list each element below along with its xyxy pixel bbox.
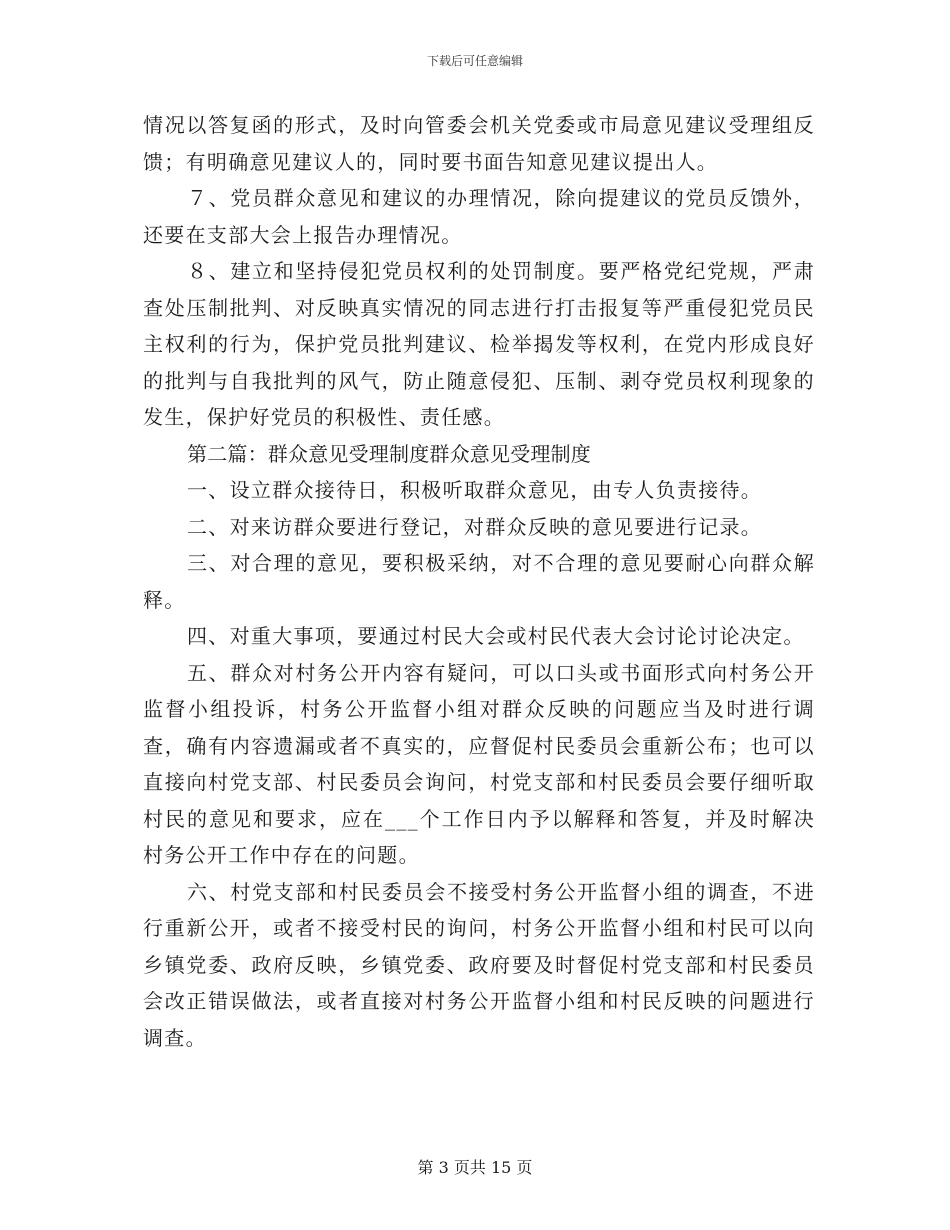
page-header-note: 下载后可任意编辑	[426, 54, 523, 68]
paragraph-item-3: 三、对合理的意见，要积极采纳，对不合理的意见要耐心向群众解释。	[143, 551, 815, 612]
document-body	[143, 107, 815, 1056]
paragraph-item-8: ８、建立和坚持侵犯党员权利的处罚制度。要严格党纪党规，严肃查处压制批判、对反映真实情况的同志进行打击报复等严重侵犯党员民主权利的行为，保护党员批判建议、检举揭发等权利，在党内形成良好的批判与自我批判的风气，防止随意侵犯、压制、剥夺党员权利现象的发生，保护好党员的积极性、责任感。	[143, 259, 815, 429]
paragraph-item-2: 二、对来访群众要进行登记，对群众反映的意见要进行记录。	[187, 514, 763, 539]
paragraph-item-6: 六、村党支部和村民委员会不接受村务公开监督小组的调查，不进行重新公开，或者不接受村民的询问，村务公开监督小组和村民可以向乡镇党委、政府反映，乡镇党委、政府要及时督促村党支部和村民委员会改正错误做法，或者直接对村务公开监督小组和村民反映的问题进行调查。	[143, 879, 815, 1050]
paragraph-item-1: 一、设立群众接待日，积极听取群众意见，由专人负责接待。	[187, 478, 763, 502]
section-title: 第二篇：群众意见受理制度群众意见受理制度	[187, 441, 591, 466]
paragraph-item-4: 四、对重大事项，要通过村民大会或村民代表大会讨论讨论决定。	[187, 624, 805, 648]
paragraph-item-5: 五、群众对村务公开内容有疑问，可以口头或书面形式向村务公开监督小组投诉，村务公开监督小组对群众反映的问题应当及时进行调查，确有内容遗漏或者不真实的，应督促村民委员会重新公布；也可以直接向村党支部、村民委员会询问，村党支部和村民委员会要仔细听取村民的意见和要求，应在___个工作日内予以解释和答复，并及时解决村务公开工作中存在的问题。	[143, 660, 815, 867]
paragraph-continuation: 情况以答复函的形式，及时向管委会机关党委或市局意见建议受理组反馈；有明确意见建议人的，同时要书面告知意见建议提出人。	[143, 113, 815, 174]
paragraph-item-7: ７、党员群众意见和建议的办理情况，除向提建议的党员反馈外，还要在支部大会上报告办理情况。	[143, 186, 815, 247]
page-number-footer: 第 3 页共 15 页	[417, 1158, 533, 1177]
